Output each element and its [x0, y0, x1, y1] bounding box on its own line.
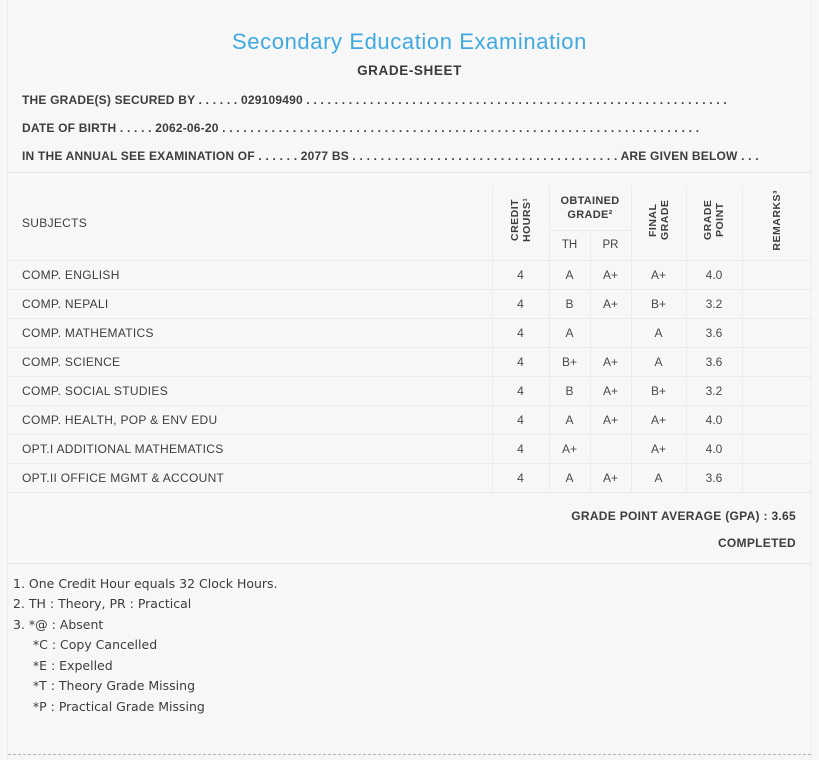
theory-grade-cell: A: [549, 318, 590, 347]
gpa-line: [8, 503, 796, 530]
final-grade-cell: A: [631, 347, 686, 376]
subject-cell: COMP. SCIENCE: [22, 354, 121, 369]
column-header-obtained-grade: OBTAINED GRADE²: [549, 186, 631, 230]
subject-cell: COMP. SOCIAL STUDIES: [22, 383, 169, 398]
final-grade-cell: A: [631, 318, 686, 347]
footnote-line: *T : Theory Grade Missing: [13, 678, 196, 693]
final-grade-cell: A+: [631, 434, 686, 463]
practical-grade-cell: A+: [590, 376, 631, 405]
info-line-symbol-number: THE GRADE(S) SECURED BY . . . . . . 029109490 . . . . . . . . . . . . . . . . . . . . . . . . . . . . . . . . . . . . . . . . . . . . . . . . . . . . . . . . . . . .: [22, 93, 727, 107]
result-status: COMPLETED: [717, 535, 796, 550]
grade-point-cell: 3.2: [686, 289, 742, 318]
credit-hours-cell: 4: [492, 405, 549, 434]
remarks-label: REMARKS³: [770, 189, 783, 251]
table-row: [8, 434, 811, 463]
table-row: [8, 376, 811, 405]
grades-table-header: [8, 186, 811, 260]
column-header-credit-hours: [492, 186, 549, 260]
column-header-final-grade: [631, 186, 686, 260]
final-grade-label: FINAL GRADE: [646, 200, 671, 241]
column-header-theory: TH: [549, 230, 590, 260]
grade-point-cell: 3.6: [686, 463, 742, 492]
footnote-line: *P : Practical Grade Missing: [13, 698, 205, 714]
grades-table: [8, 186, 811, 493]
credit-hours-cell: 4: [492, 260, 549, 289]
page-title: Secondary Education Examination: [232, 29, 587, 54]
footnote-line: 1. One Credit Hour equals 32 Clock Hours.: [13, 575, 278, 591]
credit-hours-cell: 4: [492, 463, 549, 492]
practical-grade-cell: A+: [590, 289, 631, 318]
column-header-practical: PR: [590, 230, 631, 260]
credit-hours-cell: 4: [492, 376, 549, 405]
remarks-cell: [742, 289, 811, 318]
result-summary-section: [8, 493, 811, 564]
column-header-subjects: SUBJECTS: [22, 215, 88, 230]
table-row: [8, 260, 811, 289]
practical-grade-cell: [590, 434, 631, 463]
theory-grade-cell: A: [549, 260, 590, 289]
final-grade-cell: A+: [631, 260, 686, 289]
theory-grade-cell: B: [549, 289, 590, 318]
grade-point-label: GRADE POINT: [702, 200, 727, 241]
table-row: [8, 289, 811, 318]
subject-cell: COMP. ENGLISH: [22, 267, 120, 282]
practical-grade-cell: [590, 318, 631, 347]
theory-grade-cell: A+: [549, 434, 590, 463]
subject-cell: COMP. NEPALI: [22, 296, 109, 311]
remarks-cell: [742, 260, 811, 289]
final-grade-cell: A+: [631, 405, 686, 434]
theory-grade-cell: B: [549, 376, 590, 405]
credit-hours-cell: 4: [492, 318, 549, 347]
footnote-line: 2. TH : Theory, PR : Practical: [13, 596, 192, 611]
remarks-cell: [742, 376, 811, 405]
table-row: [8, 463, 811, 492]
subject-cell: OPT.I ADDITIONAL MATHEMATICS: [22, 441, 224, 456]
credit-hours-cell: 4: [492, 347, 549, 376]
info-line-date-of-birth: DATE OF BIRTH . . . . . 2062-06-20 . . . . . . . . . . . . . . . . . . . . . . . . . . . . . . . . . . . . . . . . . . . . . . . . . . . . . . . . . . . . . . . . . . . .: [22, 121, 700, 135]
practical-grade-cell: A+: [590, 260, 631, 289]
final-grade-cell: B+: [631, 376, 686, 405]
table-row: [8, 347, 811, 376]
divider-dashed: [8, 754, 811, 755]
grade-point-cell: 4.0: [686, 434, 742, 463]
footnote-line: *E : Expelled: [13, 657, 113, 673]
grade-point-cell: 3.6: [686, 347, 742, 376]
gpa-label: GRADE POINT AVERAGE (GPA) :: [571, 508, 768, 523]
remarks-cell: [742, 347, 811, 376]
footnotes-section: [8, 564, 811, 718]
remarks-cell: [742, 405, 811, 434]
column-header-remarks: [742, 186, 811, 260]
practical-grade-cell: A+: [590, 405, 631, 434]
final-grade-cell: B+: [631, 289, 686, 318]
document-subtitle: GRADE-SHEET: [357, 63, 462, 78]
footnote-line: *C : Copy Cancelled: [13, 637, 158, 652]
grade-point-cell: 4.0: [686, 260, 742, 289]
credit-hours-label: CREDIT HOURS¹: [508, 198, 533, 243]
grades-table-body: [8, 260, 811, 492]
grade-point-cell: 3.6: [686, 318, 742, 347]
practical-grade-cell: A+: [590, 347, 631, 376]
remarks-cell: [742, 463, 811, 492]
credit-hours-cell: 4: [492, 289, 549, 318]
gpa-value: 3.65: [771, 508, 796, 523]
table-row: [8, 405, 811, 434]
grade-sheet-page: [7, 0, 812, 760]
candidate-info-section: [8, 86, 811, 173]
grade-point-cell: 3.2: [686, 376, 742, 405]
table-row: [8, 318, 811, 347]
theory-grade-cell: A: [549, 405, 590, 434]
subject-cell: COMP. MATHEMATICS: [22, 325, 154, 340]
column-header-grade-point: [686, 186, 742, 260]
remarks-cell: [742, 434, 811, 463]
theory-grade-cell: B+: [549, 347, 590, 376]
grade-point-cell: 4.0: [686, 405, 742, 434]
remarks-cell: [742, 318, 811, 347]
practical-grade-cell: A+: [590, 463, 631, 492]
info-line-exam-year: IN THE ANNUAL SEE EXAMINATION OF . . . . . . 2077 BS . . . . . . . . . . . . . . . . . . . . . . . . . . . . . . . . . . . . . . ARE GIVEN BELOW . . .: [22, 149, 759, 163]
subject-cell: COMP. HEALTH, POP & ENV EDU: [22, 412, 218, 427]
final-grade-cell: A: [631, 463, 686, 492]
footnote-line: 3. *@ : Absent: [13, 616, 104, 632]
theory-grade-cell: A: [549, 463, 590, 492]
credit-hours-cell: 4: [492, 434, 549, 463]
subject-cell: OPT.II OFFICE MGMT & ACCOUNT: [22, 470, 225, 485]
